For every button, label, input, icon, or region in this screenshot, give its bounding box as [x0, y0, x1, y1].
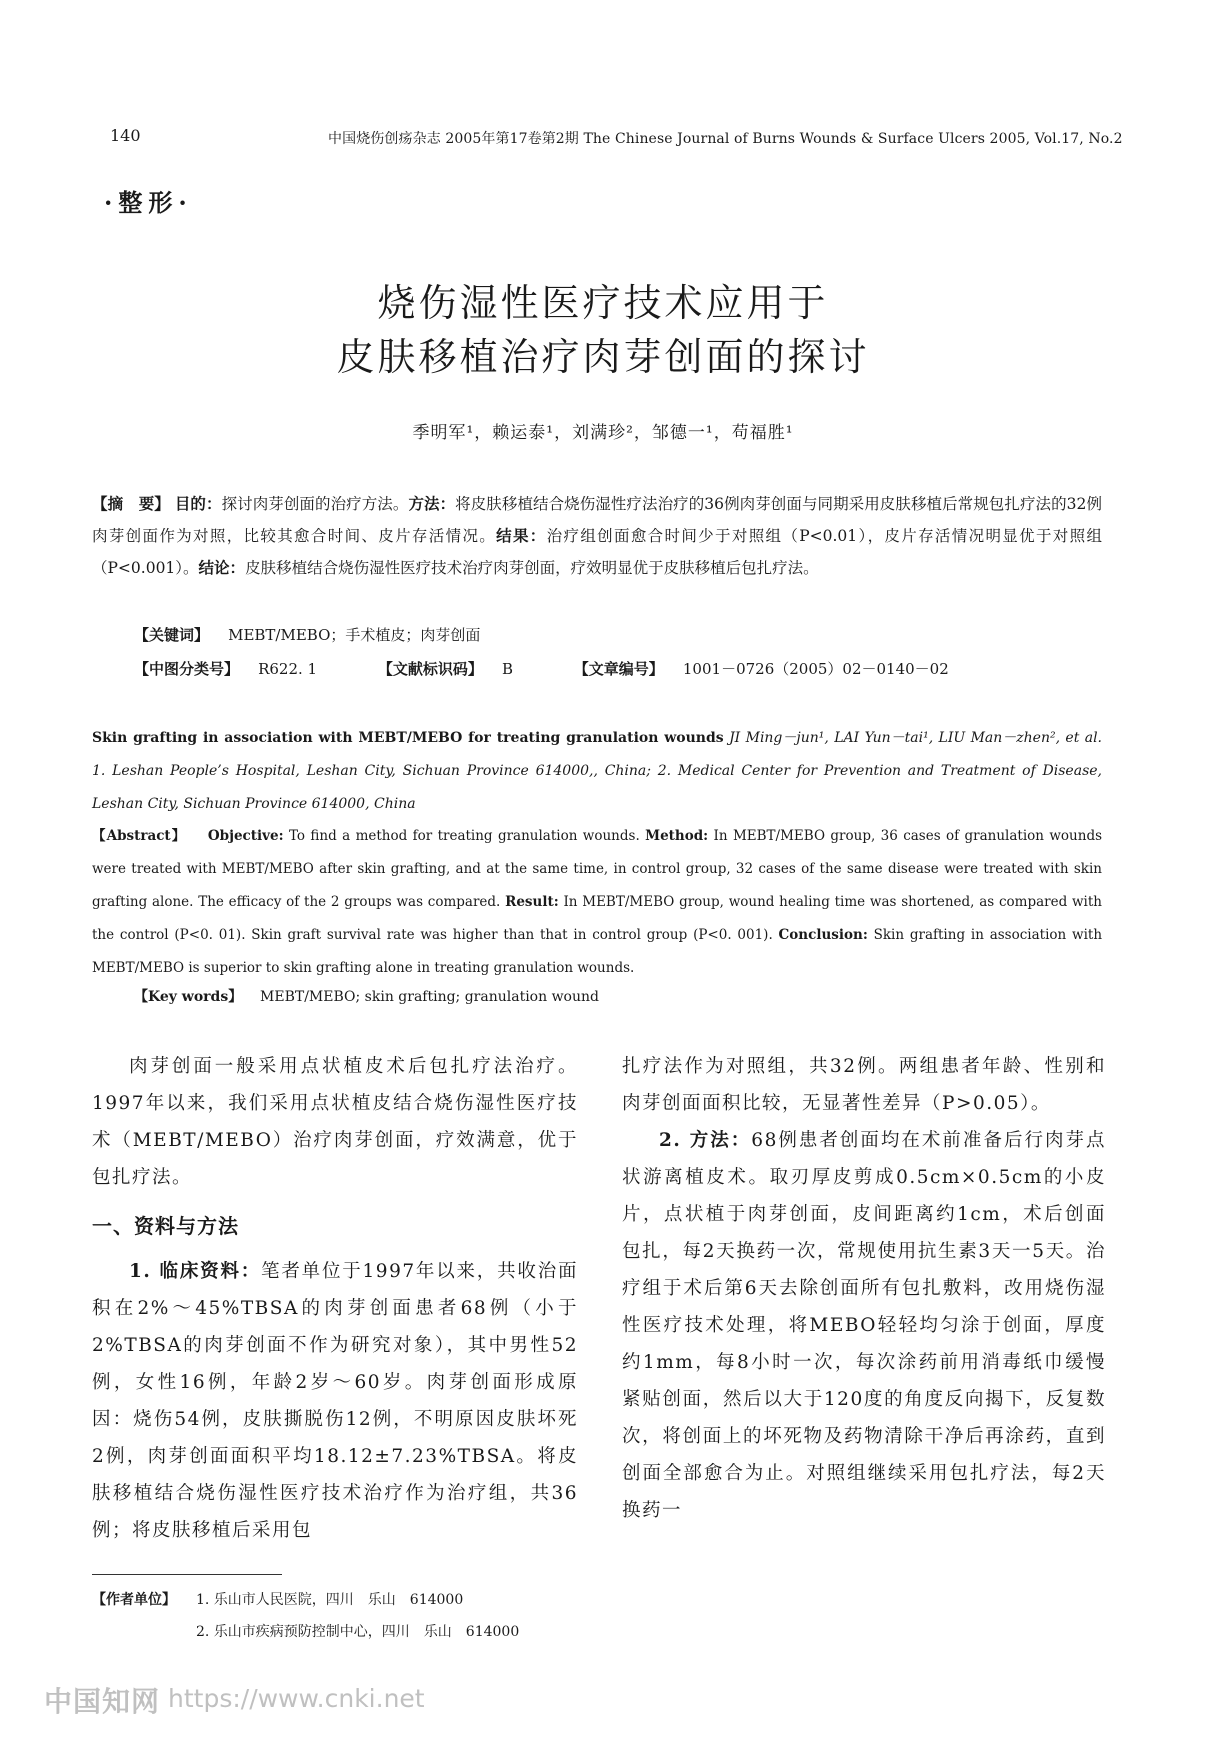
keywords-text: MEBT/MEBO；手术植皮；肉芽创面 [228, 626, 481, 644]
english-title: Skin grafting in association with MEBT/MEBO for treating granulation wounds [92, 730, 724, 746]
english-result-label: Result: [505, 894, 559, 910]
english-affiliation: 1. Leshan People’s Hospital, Leshan City, Sichuan Province 614000,, China; 2. Medical Center for Prevention and Treatment of Disease, Leshan City, Sichuan Province 614000, China [92, 763, 1102, 812]
english-keywords [134, 986, 599, 1006]
affiliation-label: 【作者单位】 [92, 1592, 176, 1608]
english-abstract-label: 【Abstract】 [92, 828, 187, 844]
english-conclusion-label: Conclusion: [778, 927, 868, 943]
cnki-url[interactable]: https://www.cnki.net [168, 1684, 425, 1713]
clc-value: R622. 1 [258, 660, 318, 678]
affiliation-text-2: 2. 乐山市疾病预防控制中心，四川 乐山 614000 [196, 1624, 520, 1640]
section-heading: 一、资料与方法 [92, 1214, 239, 1238]
authors: 季明军¹，赖运泰¹，刘满珍²，邹德一¹，苟福胜¹ [412, 423, 794, 443]
article-title-line-1: 烧伤湿性医疗技术应用于 [377, 281, 829, 325]
doc-code-label: 【文献标识码】 [377, 660, 483, 678]
english-abstract [92, 820, 1102, 985]
english-title-block [92, 722, 1102, 821]
body-column-left [92, 1048, 578, 1549]
english-authors: JI Ming－jun¹, LAI Yun－tai¹, LIU Man－zhen², et al. [729, 730, 1103, 746]
english-objective-label: Objective: [207, 828, 284, 844]
footnote-rule [92, 1574, 282, 1575]
author-affiliations [92, 1584, 519, 1648]
english-objective-text: To find a method for treating granulation wounds. [288, 828, 640, 844]
clinical-data-label: 1. 临床资料： [129, 1261, 262, 1282]
english-keywords-label: 【Key words】 [134, 989, 243, 1005]
method-paragraph-text: 68例患者创面均在术前准备后行肉芽点状游离植皮术。取刃厚皮剪成0.5cm×0.5cm的小皮片，点状植于肉芽创面，皮间距离约1cm，术后创面包扎，每2天换药一次，常规使用抗生素3天一5天。治疗组于术后第6天去除创面所有包扎敷料，改用烧伤湿性医疗技术处理，将MEBO轻轻均匀涂于创面，厚度约1mm，每8小时一次，每次涂药前用消毒纸巾缓慢紧贴创面，然后以大于120度的角度反向揭下，反复数次，将创面上的坏死物及药物清除干净后再涂药，直到创面全部愈合为止。对照组继续采用包扎疗法，每2天换药一 [622, 1130, 1106, 1521]
affiliation-line-1 [92, 1584, 519, 1616]
page-number: 140 [110, 126, 141, 145]
abstract-label: 【摘 要】 [92, 494, 170, 513]
conclusion-label: 结论： [198, 558, 246, 577]
body-column-right [622, 1048, 1106, 1529]
method-label: 方法： [408, 494, 456, 513]
conclusion-text: 皮肤移植结合烧伤湿性医疗技术治疗肉芽创面，疗效明显优于皮肤移植后包扎疗法。 [245, 559, 819, 577]
doc-code-value: B [501, 660, 514, 678]
affiliation-line-2 [92, 1616, 519, 1648]
method-text: 将皮肤移植结合烧伤湿性疗法治疗的36例肉芽创面与同期采用皮肤移植后常规包扎疗法的32例肉芽创面作为对照，比较其愈合时间、皮片存活情况。 [92, 495, 1102, 545]
article-number-value: 1001－0726（2005）02－0140－02 [682, 660, 949, 678]
english-keywords-text: MEBT/MEBO; skin grafting; granulation wound [260, 989, 599, 1005]
clinical-data-continued: 扎疗法作为对照组，共32例。两组患者年龄、性别和肉芽创面面积比较，无显著性差异（P>0.05）。 [622, 1056, 1106, 1114]
cnki-logo: 中国知网 [44, 1685, 161, 1718]
method-paragraph [622, 1122, 1106, 1529]
article-title-line-2: 皮肤移植治疗肉芽创面的探讨 [336, 335, 870, 379]
result-text: 治疗组创面愈合时间少于对照组（P<0.01），皮片存活情况明显优于对照组（P<0.001）。 [92, 527, 1102, 577]
keywords-chinese [134, 624, 480, 645]
english-method-label: Method: [645, 828, 709, 844]
clinical-data-paragraph [92, 1253, 578, 1549]
clinical-data-text: 笔者单位于1997年以来，共收治面积在2%～45%TBSA的肉芽创面患者68例（小于2%TBSA的肉芽创面不作为研究对象），其中男性52例，女性16例，年龄2岁～60岁。肉芽创面形成原因：烧伤54例，皮肤撕脱伤12例，不明原因皮肤坏死2例，肉芽创面面积平均18.12±7.23%TBSA。将皮肤移植结合烧伤湿性医疗技术治疗作为治疗组，共36例；将皮肤移植后采用包 [92, 1261, 578, 1541]
english-result-text: In MEBT/MEBO group, wound healing time was shortened, as compared with the control (P<0. 01). Skin graft survival rate was higher than that in control group (P<0. 001). [92, 894, 1102, 943]
affiliation-text-1: 1. 乐山市人民医院，四川 乐山 614000 [196, 1592, 464, 1608]
method-paragraph-label: 2. 方法： [659, 1130, 752, 1151]
clc-label: 【中图分类号】 [134, 660, 240, 678]
objective-text: 探讨肉芽创面的治疗方法。 [221, 495, 409, 513]
intro-paragraph: 肉芽创面一般采用点状植皮术后包扎疗法治疗。1997年以来，我们采用点状植皮结合烧伤湿性医疗技术（MEBT/MEBO）治疗肉芽创面，疗效满意，优于包扎疗法。 [92, 1056, 578, 1188]
english-conclusion-text: Skin grafting in association with MEBT/MEBO is superior to skin grafting alone in treating granulation wounds. [92, 927, 1103, 976]
abstract-chinese [92, 488, 1102, 584]
english-method-text: In MEBT/MEBO group, 36 cases of granulation wounds were treated with MEBT/MEBO after skin grafting, and at the same time, in control group, 32 cases of the same disease were treated with skin grafting alone. The efficacy of the 2 groups was compared. [92, 828, 1103, 910]
article-number-label: 【文章编号】 [573, 660, 664, 678]
result-label: 结果： [496, 526, 547, 545]
keywords-label: 【关键词】 [134, 626, 210, 644]
running-header: 中国烧伤创疡杂志 2005年第17卷第2期 The Chinese Journal of Burns Wounds & Surface Ulcers 2005, Vol.17, No.2 [328, 131, 1123, 147]
objective-label: 目的： [174, 494, 222, 513]
classification-row [134, 658, 1005, 679]
section-label: ·整形· [104, 188, 193, 217]
